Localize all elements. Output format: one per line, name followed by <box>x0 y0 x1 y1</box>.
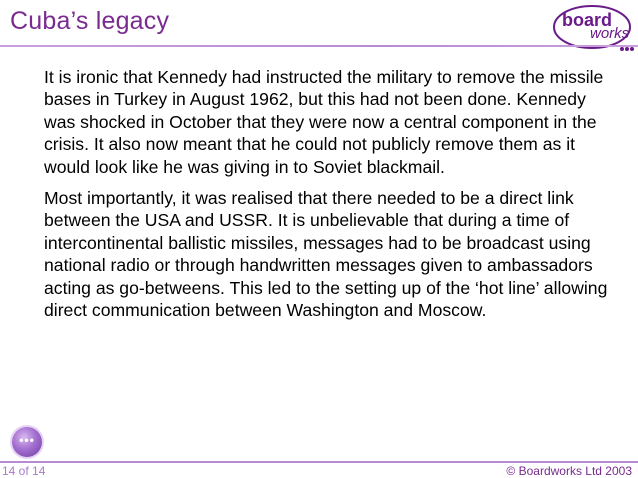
footer-divider <box>0 461 638 463</box>
slide-menu-button[interactable] <box>12 427 42 457</box>
header-divider <box>0 45 638 47</box>
copyright-notice: © Boardworks Ltd 2003 <box>506 464 632 478</box>
boardworks-logo <box>550 2 634 58</box>
logo-word-works: works <box>590 25 630 42</box>
slide-title: Cuba’s legacy <box>10 7 170 35</box>
page-number: 14 of 14 <box>2 464 46 478</box>
body-paragraph-1: It is ironic that Kennedy had instructed the military to remove the missile bases in Turkey in August 1962, but this had not been done. Kennedy was shocked in October that they were now a central component in the crisis. It also now meant that he could not publicly remove them as it would look like he was giving in to Soviet blackmail. <box>44 67 604 177</box>
more-dots-icon: ••• <box>19 433 35 447</box>
logo-word-board: board <box>562 10 613 30</box>
slide-body <box>44 66 614 330</box>
body-paragraph-2: Most importantly, it was realised that there needed to be a direct link between the USA and USSR. It is unbelievable that during a time of intercontinental ballistic missiles, messages had to be broadcast using national radio or through handwritten messages given to ambassadors acting as go-betweens. This led to the setting up of the ‘hot line’ allowing direct communication between Washington and Moscow. <box>44 188 608 321</box>
